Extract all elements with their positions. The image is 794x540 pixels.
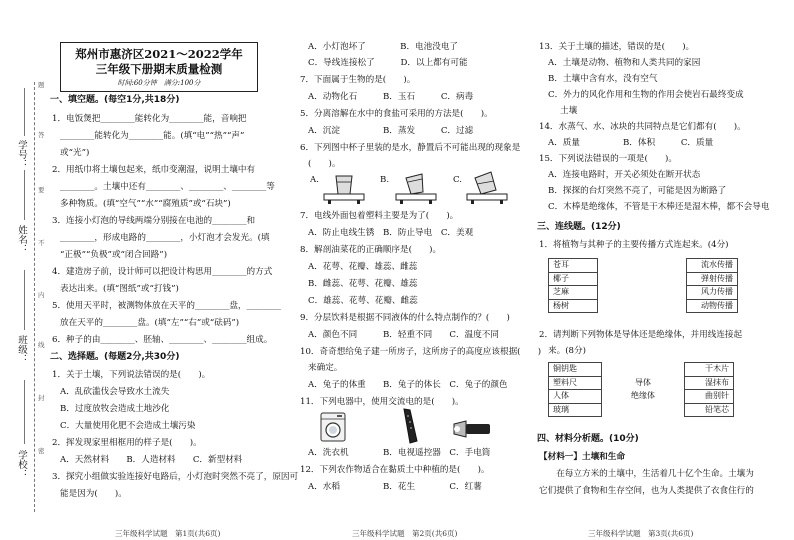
question-line: 14．水蒸气、水、冰块的共同特点是它们都有( )。 <box>539 122 746 132</box>
section-heading: 二、选择题。(每题2分,共30分) <box>50 352 180 362</box>
option-line: C．大量使用化肥不会造成土壤污染 <box>60 421 196 431</box>
question-line: ________。土壤中还有________、________、________等 <box>60 182 275 192</box>
class-label: 班级： <box>16 335 27 364</box>
question-line: 能是因为( )。 <box>60 489 127 499</box>
object-cell[interactable]: 塑料尺 <box>549 376 602 390</box>
question-line: “正极”“负极”或“闭合回路”) <box>60 250 168 260</box>
section-heading: 一、填空题。(每空1分,共18分) <box>50 95 180 105</box>
question-line: 4．建造房子前，设计师可以把设计构思用________的方式 <box>52 267 273 277</box>
option-line: A．天然材料 B．人造材料 C．新型材料 <box>60 455 243 465</box>
field-underline <box>24 270 25 330</box>
option-line: A．洗衣机 B．电视遥控器 C．手电筒 <box>308 448 491 458</box>
option-line: B．探探的台灯突然不亮了，可能是因为断路了 <box>548 186 727 196</box>
option-line: A．小灯泡坏了 B．电池没电了 <box>308 42 459 52</box>
material-text: 它们提供了食物和生存空间，也为人类提供了衣食住行的 <box>539 486 754 496</box>
option-line: A．质量 B．体积 C．质量 <box>548 138 714 148</box>
question-line: 来确定。 <box>308 363 343 373</box>
question-line: 6．种子的由________、胚轴、________、________组成。 <box>52 335 273 345</box>
exam-title-box <box>60 42 258 92</box>
question-line: 1．电饭煲把________能转化为________能，音响把 <box>52 114 247 124</box>
option-line: C．外力的风化作用和生物的作用会使岩石最终变成 <box>548 90 744 100</box>
category-label[interactable]: 绝缘体 <box>631 391 655 401</box>
cup-picture-b <box>392 168 440 204</box>
option-line: 土壤 <box>560 106 578 116</box>
question-line: 表达出来。(填“图纸”或“打钱”) <box>60 284 179 294</box>
question-line: 9．分层饮料是根据不同液体的什么特点制作的？( ) <box>300 313 510 323</box>
question-line: 2．请判断下列物体是导体还是绝缘体，并用线连接起 <box>539 330 743 340</box>
question-line: 2．用纸巾将土壤包起来，纸巾变潮湿，说明土壤中有 <box>52 165 256 175</box>
material-title: 【材料一】土壤和生命 <box>539 452 625 462</box>
seed-plant-cell[interactable]: 杨树 <box>549 299 598 313</box>
exam-title-line2: 三年级下册期末质量检测 <box>95 62 223 76</box>
option-line: A．土壤是动物、植物和人类共同的家园 <box>548 58 701 68</box>
seal-mark: 线 <box>38 341 45 349</box>
question-line: ( )。 <box>308 159 341 169</box>
option-line: B．过度放牧会造成土地沙化 <box>60 404 170 414</box>
object-cell[interactable]: 铅笔芯 <box>685 403 734 417</box>
question-line: 5．分离溶解在水中的食盐可采用的方法是( )。 <box>300 109 493 119</box>
seed-plant-cell[interactable]: 芝麻 <box>549 286 598 300</box>
seal-mark: 密 <box>38 447 45 455</box>
question-line: 10．奇奇想给兔子建一所房子，这所房子的高度应该根据( ) <box>300 347 542 357</box>
page-footer: 三年级科学试题 第3页(共6页) <box>588 529 694 538</box>
object-cell[interactable]: 人体 <box>549 390 602 404</box>
washing-machine-icon <box>320 412 346 442</box>
option-line: A．水稻 B．花生 C．红薯 <box>308 482 482 492</box>
seal-mark: 要 <box>38 186 45 194</box>
option-line: C．木棒是绝缘体，不管是干木棒还是湿木棒，都不会导电 <box>548 202 770 212</box>
cup-picture-a <box>320 168 368 204</box>
question-line: 7．电线外面包着塑料主要是为了( )。 <box>300 211 459 221</box>
binding-dashed-line <box>34 82 35 512</box>
question-line: 8．解剖油菜花的正确顺序是( )。 <box>300 245 442 255</box>
dispersal-cell[interactable]: 风力传播 <box>687 286 738 300</box>
material-text: 在每立方米的土壤中，生活着几十亿个生命。土壤为 <box>539 469 754 479</box>
dispersal-cell[interactable]: 弹射传播 <box>687 272 738 286</box>
section-heading: 三、连线题。(12分) <box>537 222 621 232</box>
seal-mark: 题 <box>38 81 45 89</box>
question-line: 15．下列说法错误的一项是( )。 <box>539 154 677 164</box>
option-line: A．兔子的体重 B．兔子的体长 C．兔子的颜色 <box>308 380 508 390</box>
object-cell[interactable]: 玻璃 <box>549 403 602 417</box>
question-line: 3．探究小组做实验连接好电路后，小灯泡时突然不亮了，原因可 <box>52 472 299 482</box>
question-line: ________能转化为________能。(填“电”“热”“声” <box>60 131 245 141</box>
category-label[interactable]: 导体 <box>635 377 651 387</box>
picture-option-label: C. <box>453 175 463 185</box>
field-underline <box>24 88 25 136</box>
school-label: 学校： <box>16 450 27 479</box>
field-underline <box>24 170 25 220</box>
matching-table-conductors <box>548 362 734 417</box>
object-cell[interactable]: 湿抹布 <box>685 376 734 390</box>
question-line: 7．下面属于生物的是( )。 <box>300 75 416 85</box>
question-line: 放在天平的________盘。(填“左”“右”或“砝码”) <box>60 318 240 328</box>
question-line: 1．将植物与其种子的主要传播方式连起来。(4分) <box>539 240 729 250</box>
field-underline <box>24 380 25 444</box>
question-line: 13．关于土壤的描述，错误的是( )。 <box>539 42 695 52</box>
option-line: A．沉淀 B．蒸发 C．过滤 <box>308 126 474 136</box>
object-cell[interactable]: 干木片 <box>685 363 734 377</box>
option-line: A．连接电路时，开关必须处在断开状态 <box>548 170 701 180</box>
picture-option-label: B. <box>380 175 390 185</box>
question-line: 5．使用天平时，被测物体放在天平的________盘，________ <box>52 301 281 311</box>
page-footer: 三年级科学试题 第1页(共6页) <box>115 529 221 538</box>
student-name-label: 姓名： <box>16 225 27 254</box>
option-line: A．动物化石 B．玉石 C．病毒 <box>308 92 474 102</box>
seal-mark: 内 <box>38 291 45 299</box>
exam-time-score: 时间:60分钟 满分:100分 <box>117 79 201 87</box>
seal-mark: 答 <box>38 131 45 139</box>
object-cell[interactable]: 曲别针 <box>685 390 734 404</box>
question-line: 12．下列农作物适合在黏质土中种植的是( )。 <box>300 465 490 475</box>
section-heading: 四、材料分析题。(10分) <box>537 434 639 444</box>
option-line: A．乱砍滥伐会导致水土流失 <box>60 387 170 397</box>
object-cell[interactable]: 铜钥匙 <box>549 363 602 377</box>
picture-option-label: A. <box>310 175 319 185</box>
remote-control-icon <box>396 408 418 444</box>
question-line: 或“光”) <box>60 148 90 158</box>
question-line: 1．关于土壤，下列说法错误的是( )。 <box>52 370 211 380</box>
option-line: A．颜色不同 B．轻重不同 C．温度不同 <box>308 330 499 340</box>
seed-plant-cell[interactable]: 苍耳 <box>549 259 598 273</box>
student-id-label: 学号： <box>16 140 27 169</box>
exam-title-line1: 郑州市惠济区2021～2022学年 <box>75 47 243 61</box>
question-line: 多种物质。(填“空气”“水”“腐殖质”或“石块”) <box>60 199 231 209</box>
question-line: 来。(8分) <box>548 346 586 356</box>
option-line: A．防止电线生锈 B．防止导电 C．美观 <box>308 228 474 238</box>
seal-mark: 封 <box>38 394 45 402</box>
dispersal-cell[interactable]: 流水传播 <box>687 259 738 273</box>
dispersal-cell[interactable]: 动物传播 <box>687 299 738 313</box>
seal-mark: 不 <box>38 239 45 247</box>
question-line: ________，形成电路的________，小灯泡才会发光。(填 <box>60 233 270 243</box>
option-line: C．导线连接松了 D．以上都有可能 <box>308 58 468 68</box>
option-line: C．雄蕊、花萼、花瓣、雌蕊 <box>308 296 418 306</box>
flashlight-icon <box>452 418 492 440</box>
option-line: B．土壤中含有水，没有空气 <box>548 74 658 84</box>
question-line: 3．连接小灯泡的导线两端分别接在电池的________和 <box>52 216 256 226</box>
question-line: 6．下列图中杯子里装的是水，静置后不可能出现的现象是 <box>300 143 521 153</box>
page-footer: 三年级科学试题 第2页(共6页) <box>352 529 458 538</box>
question-line: 11．下列电器中，使用交流电的是( )。 <box>300 397 464 407</box>
option-line: A．花萼、花瓣、雄蕊、雌蕊 <box>308 262 418 272</box>
option-line: B．雌蕊、花萼、花瓣、雄蕊 <box>308 279 418 289</box>
cup-picture-c <box>463 168 511 204</box>
question-line: 2．挥发现家里相框用的样子是( )。 <box>52 438 202 448</box>
matching-table-seeds <box>548 258 738 313</box>
seed-plant-cell[interactable]: 椰子 <box>549 272 598 286</box>
